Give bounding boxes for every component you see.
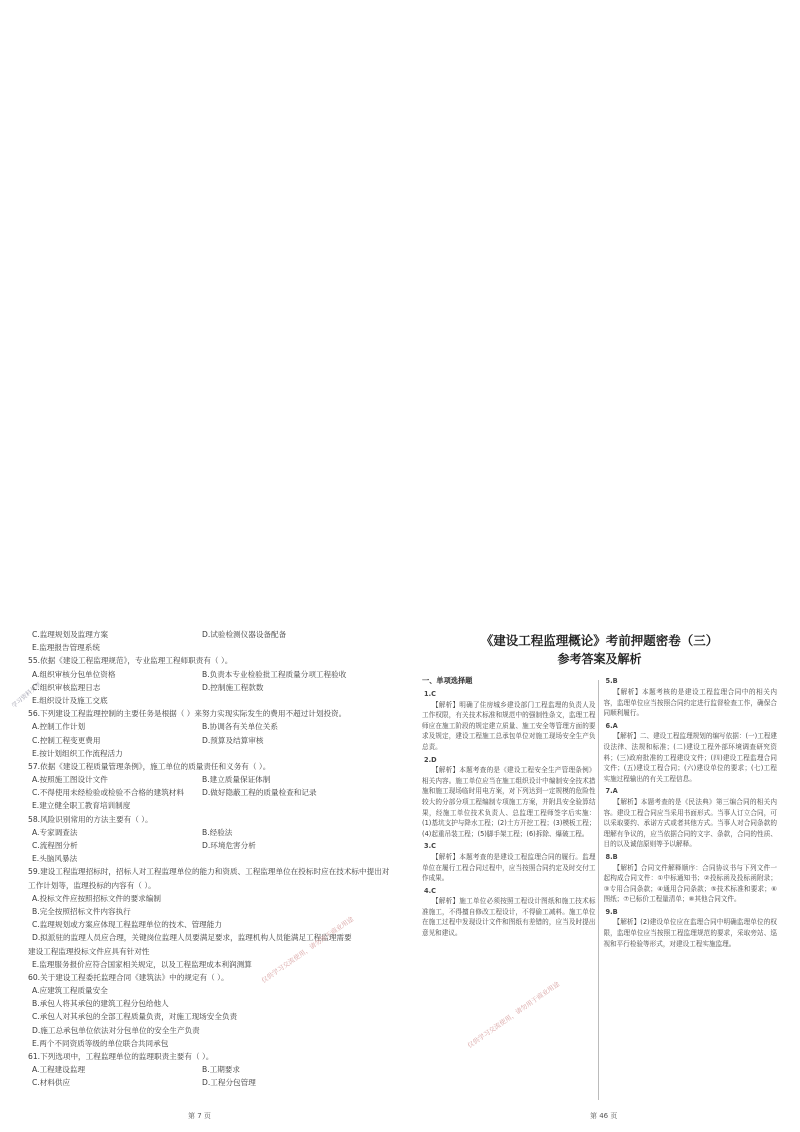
- option-a: A.工程建设监理: [32, 1065, 86, 1075]
- question-line: E.监理服务报价应符合国家相关规定，以及工程监理成本利润测算: [32, 959, 252, 969]
- answer-column-2: [604, 676, 778, 951]
- question-line: B.完全按照招标文件内容执行: [32, 906, 131, 916]
- section-heading: 一、单项选择题: [422, 676, 473, 686]
- option-b: D.预算及结算审核: [202, 735, 264, 745]
- answer-explanation: 【解析】(2)建设单位应在监理合同中明确监理单位的权限，监理单位应当按照工程监理规范的要求，采取旁站、巡视和平行检验等形式，对建设工程实施监理。: [603, 918, 777, 948]
- option-b: [202, 852, 400, 865]
- option-b: D.环境危害分析: [202, 841, 256, 850]
- question-line: 56.下列建设工程监理控制的主要任务是根据（ ）来努力实现实际发生的费用不超过计划投资。: [28, 709, 347, 719]
- question-line: E.两个不同资质等级的单位联合共同承包: [32, 1038, 169, 1048]
- question-line: D.拟派驻的监理人员应合理，关键岗位监理人员要满足要求，监理机构人员能满足工程监理需要: [32, 933, 352, 943]
- option-b: D.做好隐蔽工程的质量检查和记录: [202, 788, 317, 798]
- option-b: D.控制施工程款数: [202, 682, 264, 692]
- question-line: 建设工程监理投标文件应具有针对性: [28, 946, 150, 956]
- option-b: B.建立质量保证体制: [202, 775, 271, 785]
- option-a: C.不得使用未经检验或检验不合格的建筑材料: [32, 788, 184, 798]
- question-line: 60.关于建设工程委托监理合同《建筑法》中的规定有（ ）。: [28, 972, 229, 982]
- question-line: 57.依据《建设工程质量管理条例》，施工单位的质量责任和义务有（ ）。: [28, 761, 271, 771]
- option-a: C.组织审核监理日志: [32, 682, 101, 692]
- option-row: [28, 826, 400, 839]
- option-b: [202, 799, 400, 812]
- column-divider: [598, 680, 599, 1100]
- question-line: 工作计划等，监理投标的内容有（ ）。: [28, 880, 156, 890]
- option-b: D.工程分包管理: [202, 1078, 256, 1088]
- option-row: [28, 668, 400, 681]
- option-row: [28, 681, 400, 694]
- question-line: C.监理规划或方案应体现工程监理单位的技术、管理能力: [32, 920, 222, 930]
- option-row: [28, 734, 400, 747]
- answer-explanation: 【解析】施工单位必须按照工程设计图纸和施工技术标准施工，不得擅自修改工程设计，不得偷工减料。施工单位在施工过程中发现设计文件和图纸有差错的，应当及时提出意见和建议。: [422, 897, 596, 938]
- answer-number: 9.B: [605, 907, 618, 916]
- answer-explanation: 【解析】合同文件解释顺序：合同协议书与下列文件一起构成合同文件：①中标通知书；②投标函及投标函附录；③专用合同条款；④通用合同条款；⑤技术标准和要求；⑥图纸；⑦已标价工程量清单；⑧其他合同文件。: [603, 863, 777, 904]
- option-b: B.负责本专业检验批工程质量分项工程验收: [202, 669, 347, 679]
- option-row: [28, 786, 400, 799]
- question-line: B.承包人将其承包的建筑工程分包给他人: [32, 999, 169, 1009]
- option-a: C.材料供应: [32, 1078, 71, 1088]
- left-page: [28, 628, 400, 1090]
- option-a: A.按照施工图设计文件: [32, 775, 108, 785]
- side-note: 学习资料分享: [10, 681, 43, 710]
- option-b: B.协调各有关单位关系: [202, 722, 278, 732]
- option-row: [28, 773, 400, 786]
- option-b: B.工期要求: [202, 1065, 240, 1075]
- answer-number: 1.C: [424, 690, 436, 698]
- answer-explanation: 【解析】明确了住房城乡建设部门工程监理的负责人及工作权限，有关技术标准和规范中的强制性条文，监理工程师应在施工阶段的规定建立质量、施工安全等管理方面的要求及规定，建设工程施工总承包单位对施工现场安全生产负总责。: [422, 700, 596, 751]
- answer-number: 7.A: [605, 787, 618, 796]
- left-page-number: 第 7 页: [188, 1112, 211, 1120]
- answer-explanation: 【解析】本题考查的是《民法典》第三编合同的相关内容。建设工程合同应当采用书面形式。当事人订立合同，可以采取要约、承诺方式或者其他方式。当事人对合同条款的理解有争议的，应当依据合同的文字、条款，合同的性质、目的以及诚信原则等予以解释。: [603, 797, 777, 849]
- option-b: [202, 694, 400, 707]
- answer-column-1: [422, 676, 596, 951]
- option-a: C.流程图分析: [32, 841, 78, 850]
- answer-explanation: 【解析】二、建设工程监理规划的编写依据：(一)工程建设法律、法规和标准；(二)建设工程外部环境调查研究资料；(三)政府批准的工程建设文件；(四)建设工程监理合同文件；(五)建设工程合同；(六)建设单位的要求；(七)工程实施过程输出的有关工程信息。: [603, 732, 777, 783]
- question-line: C.承包人对其承包的全部工程质量负责，对施工现场安全负责: [32, 1012, 238, 1022]
- option-a: A.控制工作计划: [32, 722, 86, 732]
- option-b: D.试验检测仪器设备配备: [202, 630, 287, 639]
- right-page: [422, 628, 777, 951]
- option-a: E.建立健全职工教育培训制度: [32, 801, 131, 811]
- question-line: 59.建设工程监理招标时，招标人对工程监理单位的能力和资质、工程监理单位在投标时应在技术标中提出对: [28, 867, 390, 877]
- answer-number: 8.B: [605, 852, 618, 861]
- option-b: [202, 641, 400, 654]
- option-row: [28, 839, 400, 852]
- option-row: [28, 1076, 400, 1089]
- option-row: [28, 852, 400, 865]
- answer-explanation: 【解析】本题考核的是建设工程监理合同中的相关内容，监理单位应当按照合同约定进行监督检查工作，确保合同顺利履行。: [603, 688, 777, 718]
- answer-number: 4.C: [424, 886, 436, 895]
- option-b: B.经验法: [202, 827, 233, 837]
- answer-number: 3.C: [424, 842, 436, 851]
- answer-explanation: 【解析】本题考查的是《建设工程安全生产管理条例》相关内容。施工单位应当在施工组织设计中编制安全技术措施和施工现场临时用电方案，对下列达到一定规模的危险性较大的分部分项工程编制专项施工方案，并附具安全验算结果，经施工单位技术负责人、总监理工程师签字后实施：(1)基坑支护与降水工程；(2)土方开挖工程；(3)模板工程；(4)起重吊装工程；(5)脚手架工程；(6)拆除、爆破工程。: [422, 766, 596, 838]
- option-b: [202, 747, 400, 760]
- answer-title: 《建设工程监理概论》考前押题密卷（三）: [480, 633, 719, 648]
- answer-number: 5.B: [605, 677, 618, 686]
- option-row: [28, 1063, 400, 1076]
- option-a: C.监理规划及监理方案: [32, 630, 109, 639]
- option-a: A.专家调查法: [32, 827, 78, 837]
- question-line: 55.依据《建设工程监理规范》，专业监理工程师职责有（ ）。: [28, 656, 233, 666]
- option-a: E.组织设计及施工交底: [32, 695, 108, 705]
- question-line: D.施工总承包单位依法对分包单位的安全生产负责: [32, 1025, 200, 1035]
- option-a: E.按计划组织工作流程活力: [32, 748, 123, 758]
- option-a: E.头脑风暴法: [32, 854, 78, 864]
- option-row: [28, 799, 400, 812]
- option-a: C.控制工程变更费用: [32, 735, 101, 745]
- option-row: [28, 694, 400, 707]
- right-page-number: 第 46 页: [590, 1112, 618, 1120]
- answer-subtitle: 参考答案及解析: [557, 652, 642, 667]
- question-line: A.应建筑工程质量安全: [32, 986, 108, 996]
- answer-explanation: 【解析】本题考查的是建设工程监理合同的履行。监理单位在履行工程合同过程中，应当按照合同约定及时交付工作成果。: [422, 852, 596, 883]
- option-a: A.组织审核分包单位资格: [32, 669, 116, 679]
- answer-number: 6.A: [605, 721, 618, 730]
- answer-number: 2.D: [424, 755, 437, 764]
- question-line: 61.下列选项中，工程监理单位的监理职责主要有（ ）。: [28, 1052, 214, 1061]
- option-a: E.监理报告管理系统: [32, 643, 100, 653]
- option-row: [28, 747, 400, 760]
- option-row: [28, 720, 400, 733]
- question-line: 58.风险识别常用的方法主要有（ ）。: [28, 814, 153, 824]
- option-row: [28, 641, 400, 654]
- watermark-stamp: 仅供学习交流使用，请勿用于商业用途: [259, 914, 356, 985]
- option-row: [28, 628, 400, 641]
- watermark-stamp-right: 仅供学习交流使用，请勿用于商业用途: [465, 979, 562, 1050]
- question-line: A.投标文件应按照招标文件的要求编制: [32, 893, 161, 903]
